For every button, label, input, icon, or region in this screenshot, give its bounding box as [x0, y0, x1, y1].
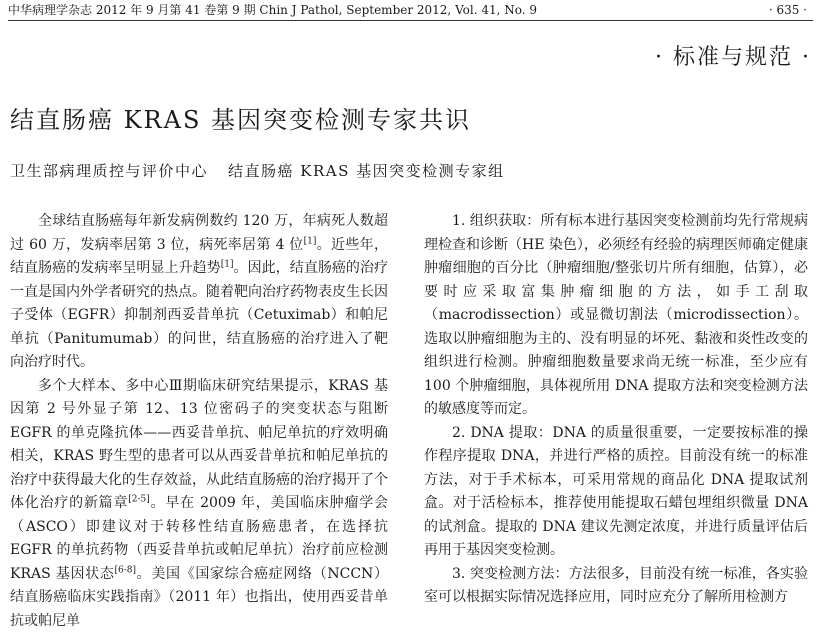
- section-label: · 标准与规范 ·: [655, 40, 811, 71]
- paragraph-text: 全球结直肠癌每年新发病例数约 120 万，年病死人数超过 60 万，发病率居第 3 位，病死率居第 4 位: [10, 213, 388, 253]
- paragraph: [10, 375, 388, 633]
- author-line: [10, 160, 505, 181]
- paragraph-text: 多个大样本、多中心Ⅲ期临床研究结果提示，KRAS 基因第 2 号外显子第 12、13 位密码子的突变状态与阻断 EGFR 的单克隆抗体——西妥昔单抗、帕尼单抗的疗效明确相关，KRAS 野生型的患者可以从西妥昔单抗和帕尼单抗的治疗中获得最大化的生存效益，从此结直肠癌的治疗揭开了个体化治疗的新篇章: [10, 378, 388, 512]
- paragraph: [10, 210, 388, 375]
- author-org-1: 卫生部病理质控与评价中心: [10, 162, 208, 180]
- right-column: [424, 210, 808, 610]
- paragraph: 2. DNA 提取：DNA 的质量很重要，一定要按标准的操作程序提取 DNA，并进行严格的质控。目前没有统一的标准方法，对于手术标本，可采用常规的商品化 DNA 提取试剂盒。对于活检标本，推荐使用能提取石蜡包埋组织微量 DNA 的试剂盒。提取的 DNA 建议先测定浓度，并进行质量评估后再用于基因突变检测。: [424, 422, 808, 563]
- paragraph-text: 。早在 2009 年，美国临床肿瘤学会（ASCO）即建议对于转移性结直肠癌患者，在选择抗 EGFR 的单抗药物（西妥昔单抗或帕尼单抗）治疗前应检测 KRAS 基因状态: [10, 495, 388, 582]
- author-org-2: 结直肠癌 KRAS 基因突变检测专家组: [228, 162, 505, 180]
- paragraph: 3. 突变检测方法：方法很多，目前没有统一标准，各实验室可以根据实际情况选择应用，同时应充分了解所用检测方: [424, 563, 808, 610]
- paragraph-text: 。因此，结直肠癌的治疗一直是国内外学者研究的热点。随着靶向治疗药物表皮生长因子受体（EGFR）抑制剂西妥昔单抗（Cetuximab）和帕尼单抗（Panitumumab）的问世，结直肠癌的治疗进入了靶向治疗时代。: [10, 260, 388, 370]
- left-column: [10, 210, 388, 633]
- citation-ref: [1]: [304, 236, 317, 246]
- citation-ref: [1]: [221, 259, 234, 269]
- paragraph-text: 。美国《国家综合癌症网络（NCCN）结直肠癌临床实践指南》（2011 年）也指出，使用西妥昔单抗或帕尼单: [10, 566, 388, 629]
- paragraph-text: 。近些年，结直肠癌的发病率呈明显上升趋势: [10, 237, 388, 277]
- paragraph: 1. 组织获取：所有标本进行基因突变检测前均先行常规病理检查和诊断（HE 染色），必须经有经验的病理医师确定健康肿瘤细胞的百分比（肿瘤细胞/整张切片所有细胞，估算），必要时应采取富集肿瘤细胞的方法，如手工刮取（macrodissection）或显微切割法（microdissection）。选取以肿瘤细胞为主的、没有明显的坏死、黏液和炎性改变的组织进行检测。肿瘤细胞数量要求尚无统一标准，至少应有 100 个肿瘤细胞，具体视所用 DNA 提取方法和突变检测方法的敏感度等而定。: [424, 210, 808, 422]
- page-number: · 635 ·: [769, 0, 807, 20]
- journal-citation: 中华病理学杂志 2012 年 9 月第 41 卷第 9 期 Chin J Pathol, September 2012, Vol. 41, No. 9: [8, 0, 537, 20]
- citation-ref: [2-5]: [128, 494, 150, 504]
- journal-header: [8, 0, 813, 21]
- article-title: 结直肠癌 KRAS 基因突变检测专家共识: [10, 100, 471, 135]
- citation-ref: [6-8]: [115, 565, 137, 575]
